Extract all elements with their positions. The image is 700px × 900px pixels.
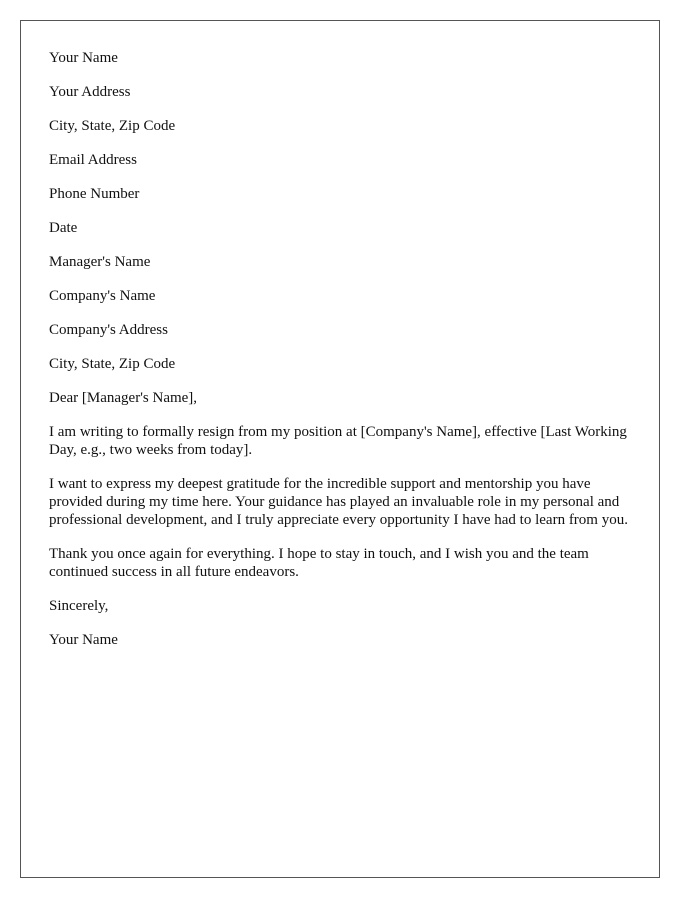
sender-address: Your Address (49, 84, 131, 100)
salutation: Dear [Manager's Name], (49, 390, 198, 406)
body-paragraph-3: Thank you once again for everything. I hope to stay in touch, and I wish you and the team continued success in all future endeavors. (49, 546, 589, 580)
recipient-manager-name: Manager's Name (49, 254, 151, 270)
body-paragraph-1: I am writing to formally resign from my position at [Company's Name], effective [Last Working Day, e.g., two weeks from today]. (49, 424, 627, 458)
letter-date: Date (49, 220, 78, 236)
closing: Sincerely, (49, 598, 109, 614)
recipient-company-name: Company's Name (49, 288, 156, 304)
signature: Your Name (49, 632, 118, 648)
sender-email: Email Address (49, 152, 137, 168)
letter-page (20, 20, 660, 878)
sender-city-state-zip: City, State, Zip Code (49, 118, 176, 134)
body-paragraph-2: I want to express my deepest gratitude for the incredible support and mentorship you have provided during my time here. Your guidance has played an invaluable role in my personal and professional development, and I truly appreciate every opportunity I have had to learn from you. (49, 476, 628, 528)
sender-phone: Phone Number (49, 186, 140, 202)
recipient-city-state-zip: City, State, Zip Code (49, 356, 176, 372)
letter-content (49, 49, 639, 665)
recipient-company-address: Company's Address (49, 322, 168, 338)
sender-name: Your Name (49, 50, 118, 66)
